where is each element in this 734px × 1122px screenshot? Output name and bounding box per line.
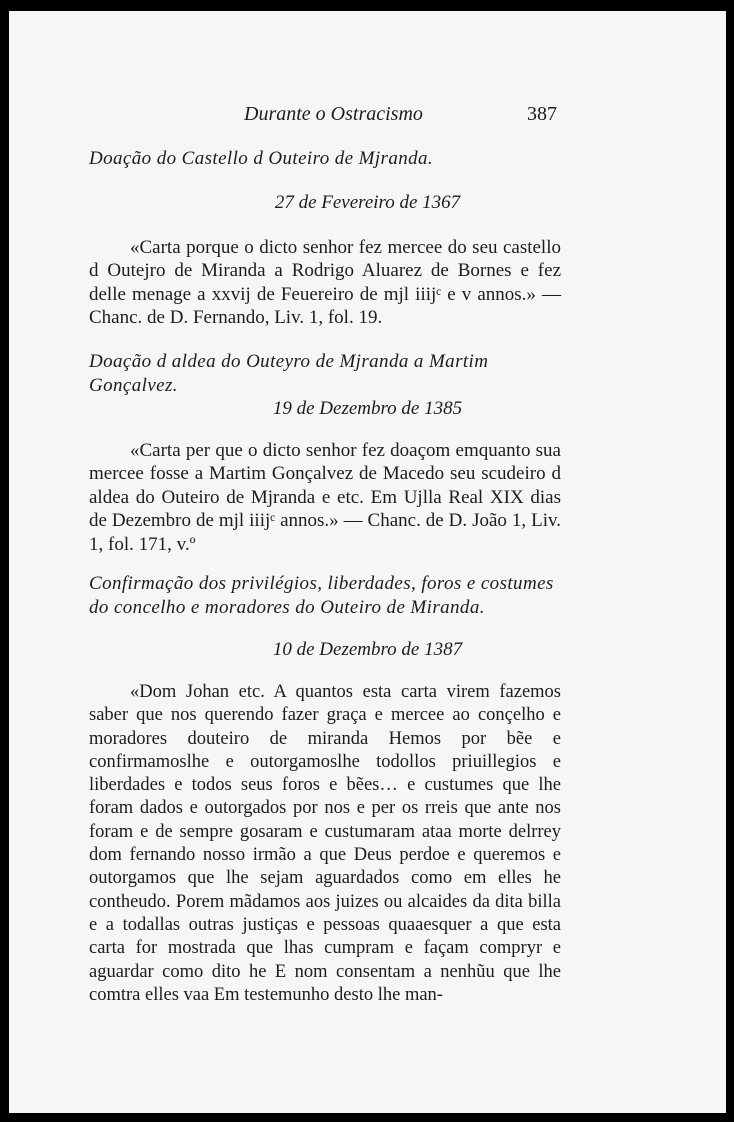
page-number: 387	[527, 103, 557, 125]
entry-date: 27 de Fevereiro de 1367	[274, 192, 461, 213]
book-page	[9, 11, 726, 1113]
entry-text: «Carta per que o dicto senhor fez doaçom emquanto sua mercee fosse a Martim Gonçalvez de Macedo seu scudeiro d aldea do Outeiro de Mjranda e etc. Em Ujlla Real XIX dias de Dezembro de mjl iiijᶜ annos.» — Chanc. de D. João 1, Liv. 1, fol. 171, v.º	[89, 440, 561, 555]
running-header	[9, 103, 726, 131]
entry-text: «Dom Johan etc. A quantos esta carta virem fazemos saber que nos querendo fazer graça e mercee ao conçelho e moradores douteiro de miranda Hemos por bẽe e confirmamoslhe e outorgamoslhe todollos priuillegios e liberdades e todos seus foros e bẽes… e custumes que lhe foram dados e outorgados por nos e per os rreis que ante nos foram e de sempre gosaram e custumaram ataa morte delrrey dom fernando nosso irmão a que Deus perdoe e queremos e outorgamos que lhe sejam aguardados como em elles he contheudo. Porem mãdamos aos juizes ou alcaides da dita billa e a todallas outras justiças e pessoas quaaesquer a que esta carta for mostrada que lhas cumpram e façam compryr e aguardar como dito he E nom consentam a nenhũu que lhe comtra elles vaa Em testemunho desto lhe man-	[89, 682, 561, 1005]
entry-date: 19 de Dezembro de 1385	[272, 398, 463, 419]
entry-title: Doação do Castello d Outeiro de Mjranda.	[89, 148, 434, 169]
running-title: Durante o Ostracismo	[244, 103, 423, 125]
entry-date: 10 de Dezembro de 1387	[272, 639, 463, 660]
entry-title: Confirmação dos privilégios, liberdades, foros e costumes do concelho e moradores do Outeiro de Miranda.	[89, 573, 554, 618]
entry-text: «Carta porque o dicto senhor fez mercee do seu castello d Outejro de Miranda a Rodrigo Aluarez de Bornes e fez delle menage a xxvij de Feuereiro de mjl iiijᶜ e v annos.» — Chanc. de D. Fernando, Liv. 1, fol. 19.	[89, 237, 561, 329]
entry-title: Doação d aldea do Outeyro de Mjranda a Martim Gonçalvez.	[89, 351, 489, 396]
